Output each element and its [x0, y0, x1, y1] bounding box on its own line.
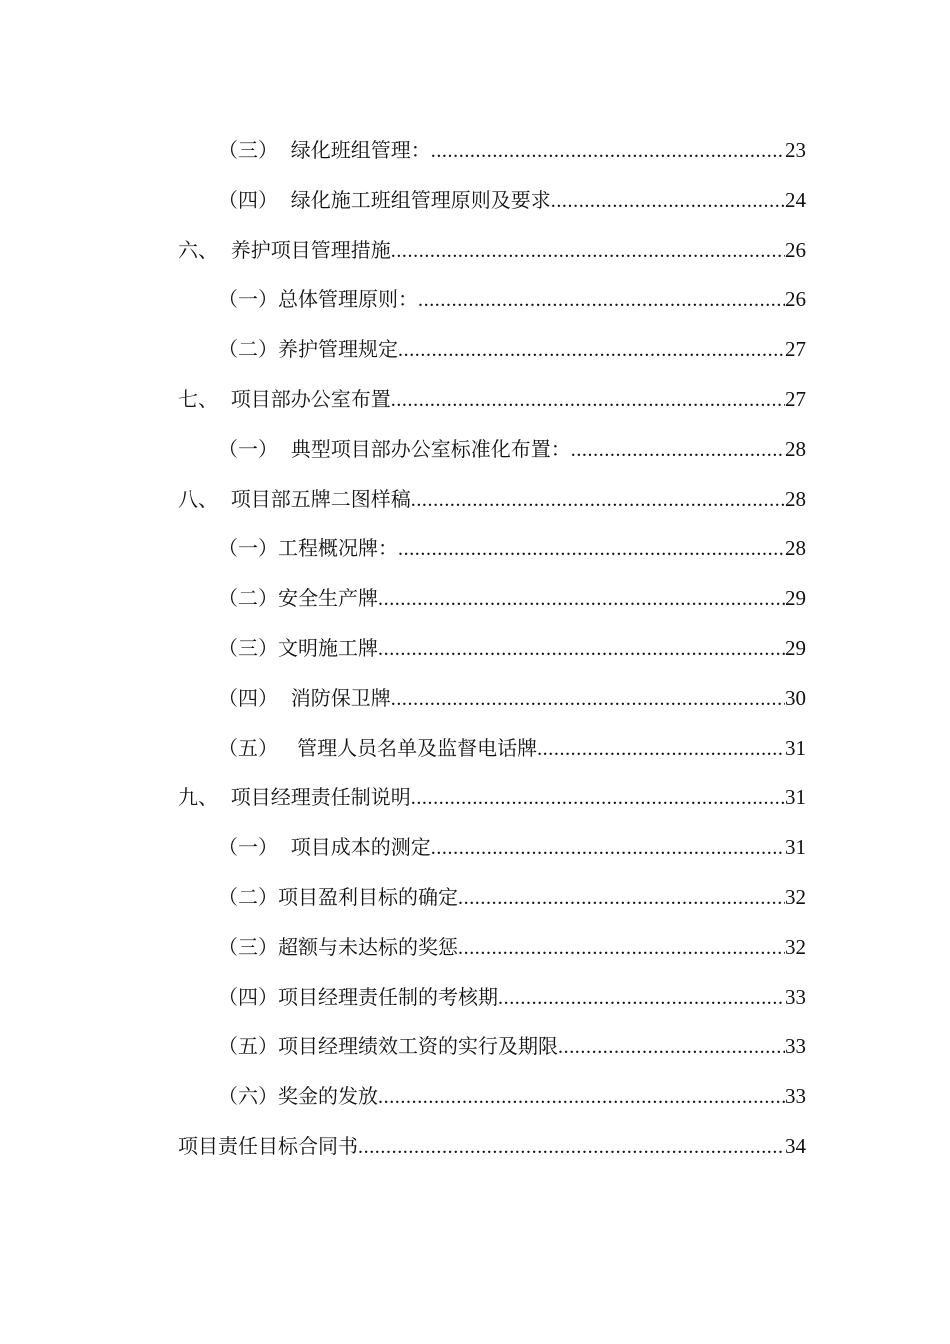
- toc-page-number: 26: [785, 287, 806, 312]
- toc-entry-title: （三）超额与未达标的奖惩: [218, 934, 458, 959]
- dot-leader: [398, 326, 785, 376]
- toc-entry[interactable]: [178, 674, 806, 724]
- toc-entry[interactable]: [178, 1122, 806, 1172]
- toc-page-number: 27: [785, 337, 806, 362]
- dot-leader: [571, 426, 785, 476]
- toc-page-number: 33: [785, 1034, 806, 1059]
- toc-entry-title: （六）奖金的发放: [218, 1084, 378, 1109]
- toc-page-number: 29: [785, 586, 806, 611]
- toc-page-number: 28: [785, 486, 806, 511]
- toc-entry-title: （五） 管理人员名单及监督电话牌: [218, 735, 538, 760]
- toc-entry[interactable]: [178, 724, 806, 774]
- toc-entry-title: （三） 绿化班组管理：: [218, 138, 431, 162]
- dot-leader: [378, 575, 785, 625]
- dot-leader: [551, 177, 785, 227]
- toc-entry-title: 项目责任目标合同书: [178, 1133, 358, 1158]
- dot-leader: [431, 824, 785, 874]
- toc-page-number: 27: [785, 386, 806, 411]
- dot-leader: [391, 376, 785, 426]
- toc-page-number: 32: [785, 934, 806, 959]
- table-of-contents: [178, 126, 806, 1172]
- toc-entry[interactable]: [178, 226, 806, 276]
- toc-page-number: 32: [785, 884, 806, 909]
- dot-leader: [398, 525, 785, 575]
- dot-leader: [358, 1123, 785, 1173]
- toc-entry-title: 九、 项目经理责任制说明: [178, 785, 411, 810]
- dot-leader: [458, 874, 785, 924]
- toc-entry-title: 八、 项目部五牌二图样稿: [178, 486, 411, 511]
- toc-entry-title: （三）文明施工牌: [218, 635, 378, 660]
- toc-entry[interactable]: [178, 624, 806, 674]
- toc-entry[interactable]: [178, 275, 806, 325]
- toc-page-number: 24: [785, 187, 806, 212]
- dot-leader: [458, 924, 785, 974]
- toc-entry[interactable]: [178, 773, 806, 823]
- toc-entry-title: （四） 绿化施工班组管理原则及要求: [218, 187, 551, 212]
- toc-entry[interactable]: [178, 574, 806, 624]
- dot-leader: [537, 725, 785, 775]
- toc-entry[interactable]: [178, 973, 806, 1023]
- dot-leader: [418, 276, 785, 326]
- toc-page-number: 26: [785, 237, 806, 262]
- toc-entry[interactable]: [178, 176, 806, 226]
- toc-entry[interactable]: [178, 524, 806, 574]
- toc-entry-title: （四）项目经理责任制的考核期: [218, 984, 498, 1009]
- toc-entry-title: 七、 项目部办公室布置: [178, 386, 391, 411]
- toc-entry[interactable]: [178, 823, 806, 873]
- toc-page-number: 30: [785, 685, 806, 710]
- toc-entry-title: （一） 项目成本的测定: [218, 835, 431, 860]
- toc-entry-title: （四） 消防保卫牌: [218, 685, 391, 710]
- dot-leader: [411, 774, 785, 824]
- toc-entry[interactable]: [178, 325, 806, 375]
- toc-entry-title: 六、 养护项目管理措施: [178, 237, 391, 262]
- toc-entry[interactable]: [178, 873, 806, 923]
- toc-entry[interactable]: [178, 375, 806, 425]
- toc-entry[interactable]: [178, 126, 806, 176]
- toc-page-number: 29: [785, 635, 806, 660]
- dot-leader: [558, 1023, 785, 1073]
- toc-page-number: 23: [785, 138, 806, 162]
- toc-entry-title: （一） 典型项目部办公室标准化布置：: [218, 436, 571, 461]
- toc-page-number: 33: [785, 984, 806, 1009]
- dot-leader: [411, 476, 785, 526]
- toc-entry[interactable]: [178, 475, 806, 525]
- dot-leader: [498, 974, 785, 1024]
- toc-page-number: 31: [785, 735, 806, 760]
- toc-page-number: 28: [785, 436, 806, 461]
- toc-entry[interactable]: [178, 1022, 806, 1072]
- toc-entry-title: （一）工程概况牌：: [218, 536, 398, 561]
- toc-entry-title: （五）项目经理绩效工资的实行及期限: [218, 1034, 558, 1059]
- dot-leader: [378, 625, 785, 675]
- toc-entry[interactable]: [178, 1072, 806, 1122]
- toc-page-number: 34: [785, 1133, 806, 1158]
- toc-page-number: 33: [785, 1084, 806, 1109]
- toc-entry-title: （二）项目盈利目标的确定: [218, 884, 458, 909]
- dot-leader: [378, 1073, 785, 1123]
- toc-entry-title: （二）安全生产牌: [218, 586, 378, 611]
- toc-page-number: 31: [785, 835, 806, 860]
- dot-leader: [391, 227, 785, 277]
- toc-entry[interactable]: [178, 425, 806, 475]
- dot-leader: [431, 127, 785, 177]
- toc-entry-title: （二）养护管理规定: [218, 337, 398, 362]
- toc-entry-title: （一）总体管理原则：: [218, 287, 418, 312]
- toc-page-number: 31: [785, 785, 806, 810]
- dot-leader: [391, 675, 785, 725]
- toc-page-number: 28: [785, 536, 806, 561]
- toc-entry[interactable]: [178, 923, 806, 973]
